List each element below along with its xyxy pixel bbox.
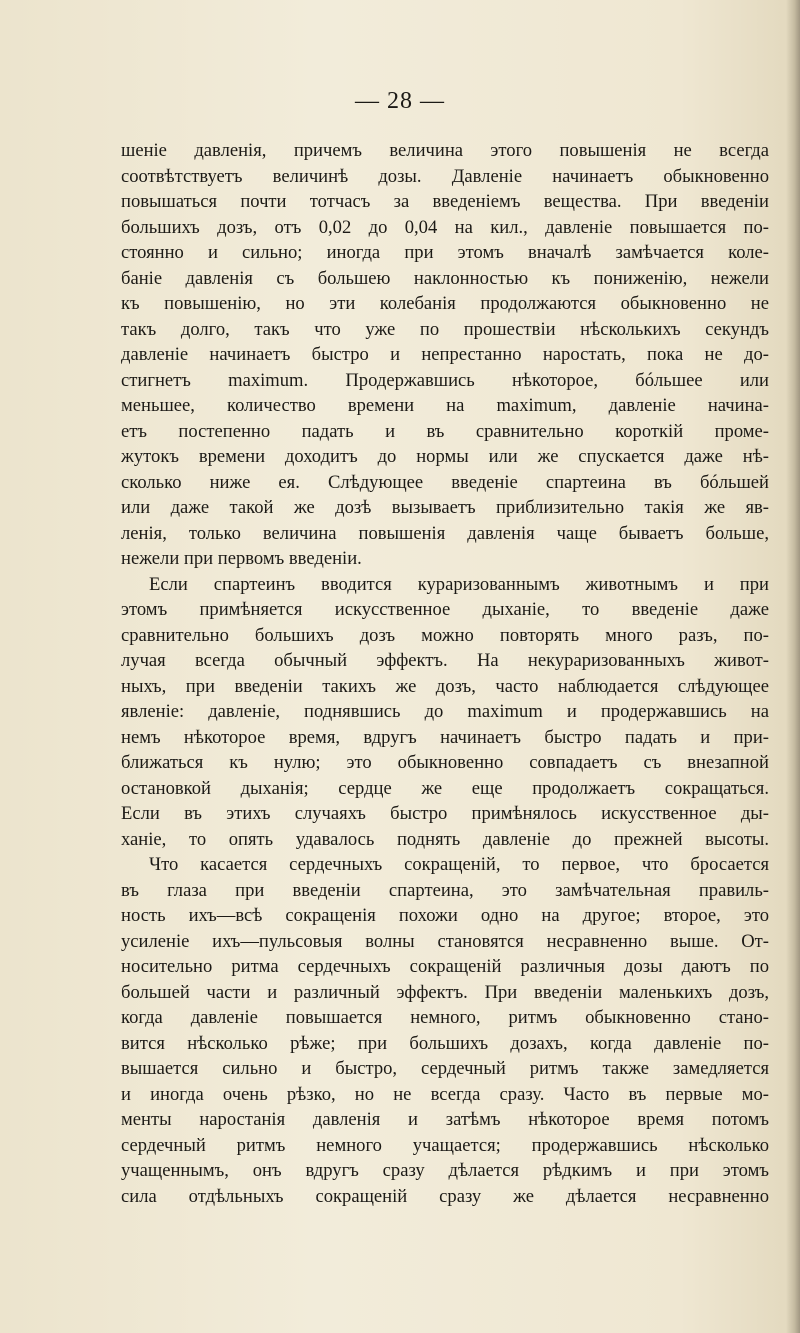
text-line: явленіе: давленіе, поднявшись до maximum и продержавшись на bbox=[121, 701, 769, 722]
text-line: ханіе, то опять удавалось поднять давленіе до прежней высоты. bbox=[121, 828, 769, 850]
body-text bbox=[121, 138, 769, 1209]
text-line: усиленіе ихъ—пульсовыя волны становятся несравненно выше. От- bbox=[121, 930, 769, 952]
page-number: — 28 — bbox=[355, 88, 445, 114]
text-line: большихъ дозъ, отъ 0,02 до 0,04 на кил., давленіе повышается по- bbox=[121, 216, 769, 238]
text-line: въ глаза при введеніи спартеина, это замѣчательная правиль- bbox=[121, 879, 769, 901]
text-line: менты наростанія давленія и затѣмъ нѣкоторое время потомъ bbox=[121, 1109, 769, 1130]
text-line: стоянно и сильно; иногда при этомъ вначалѣ замѣчается коле- bbox=[121, 242, 769, 263]
text-line: Что касается сердечныхъ сокращеній, то первое, что бросается bbox=[149, 854, 769, 875]
text-line: ныхъ, при введеніи такихъ же дозъ, часто наблюдается слѣдующее bbox=[121, 675, 769, 697]
text-line: вится нѣсколько рѣже; при большихъ дозахъ, когда давленіе по- bbox=[121, 1032, 769, 1054]
text-line: давленіе начинаетъ быстро и непрестанно наростать, пока не до- bbox=[121, 344, 769, 365]
text-line: такъ долго, такъ что уже по прошествіи нѣсколькихъ секундъ bbox=[121, 318, 769, 340]
text-line: соотвѣтствуетъ величинѣ дозы. Давленіе начинаетъ обыкновенно bbox=[121, 165, 769, 187]
text-line: ближаться къ нулю; это обыкновенно совпадаетъ съ внезапной bbox=[121, 752, 769, 773]
text-line: меньшее, количество времени на maximum, давленіе начина- bbox=[121, 395, 769, 416]
text-line: немъ нѣкоторое время, вдругъ начинаетъ быстро падать и при- bbox=[121, 726, 769, 748]
text-line: ленія, только величина повышенія давленія чаще бываетъ больше, bbox=[121, 522, 769, 544]
text-line: сердечный ритмъ немного учащается; продержавшись нѣсколько bbox=[121, 1134, 769, 1156]
text-line: этомъ примѣняется искусственное дыханіе, то введеніе даже bbox=[121, 599, 769, 620]
text-line: носительно ритма сердечныхъ сокращеній различныя дозы даютъ по bbox=[121, 956, 769, 977]
text-line: жутокъ времени доходитъ до нормы или же спускается даже нѣ- bbox=[121, 446, 769, 467]
text-line: остановкой дыханія; сердце же еще продолжаетъ сокращаться. bbox=[121, 777, 769, 799]
text-line: сила отдѣльныхъ сокращеній сразу же дѣлается несравненно bbox=[121, 1185, 769, 1207]
page-edge-shadow bbox=[786, 0, 800, 1333]
text-line: повышаться почти тотчасъ за введеніемъ вещества. При введеніи bbox=[121, 191, 769, 212]
text-line: или даже такой же дозѣ вызываетъ приблизительно такія же яв- bbox=[121, 497, 769, 518]
text-line: нежели при первомъ введеніи. bbox=[121, 548, 362, 569]
text-line: и иногда очень рѣзко, но не всегда сразу. Часто въ первые мо- bbox=[121, 1083, 769, 1105]
text-line: вышается сильно и быстро, сердечный ритмъ также замедляется bbox=[121, 1058, 769, 1079]
text-line: сравнительно большихъ дозъ можно повторять много разъ, по- bbox=[121, 624, 769, 646]
text-line: ность ихъ—всѣ сокращенія похожи одно на другое; второе, это bbox=[121, 905, 769, 926]
text-line: когда давленіе повышается немного, ритмъ обыкновенно стано- bbox=[121, 1007, 769, 1028]
text-line: баніе давленія съ большею наклонностью къ пониженію, нежели bbox=[121, 267, 769, 289]
text-line: сколько ниже ея. Слѣдующее введеніе спартеина въ бóльшей bbox=[121, 471, 769, 493]
text-line: Если въ этихъ случаяхъ быстро примѣнялось искусственное ды- bbox=[121, 803, 769, 824]
text-line: шеніе давленія, причемъ величина этого повышенія не всегда bbox=[121, 140, 769, 161]
text-line: лучая всегда обычный эффектъ. На некураризованныхъ живот- bbox=[121, 650, 769, 671]
text-line: стигнетъ maximum. Продержавшись нѣкоторое, бóльшее или bbox=[121, 369, 769, 391]
text-line: къ повышенію, но эти колебанія продолжаются обыкновенно не bbox=[121, 293, 769, 314]
text-line: учащеннымъ, онъ вдругъ сразу дѣлается рѣдкимъ и при этомъ bbox=[121, 1160, 769, 1181]
text-line: Если спартеинъ вводится кураризованнымъ животнымъ и при bbox=[149, 573, 769, 595]
text-line: большей части и различный эффектъ. При введеніи маленькихъ дозъ, bbox=[121, 981, 769, 1003]
text-line: етъ постепенно падать и въ сравнительно короткій проме- bbox=[121, 420, 769, 442]
